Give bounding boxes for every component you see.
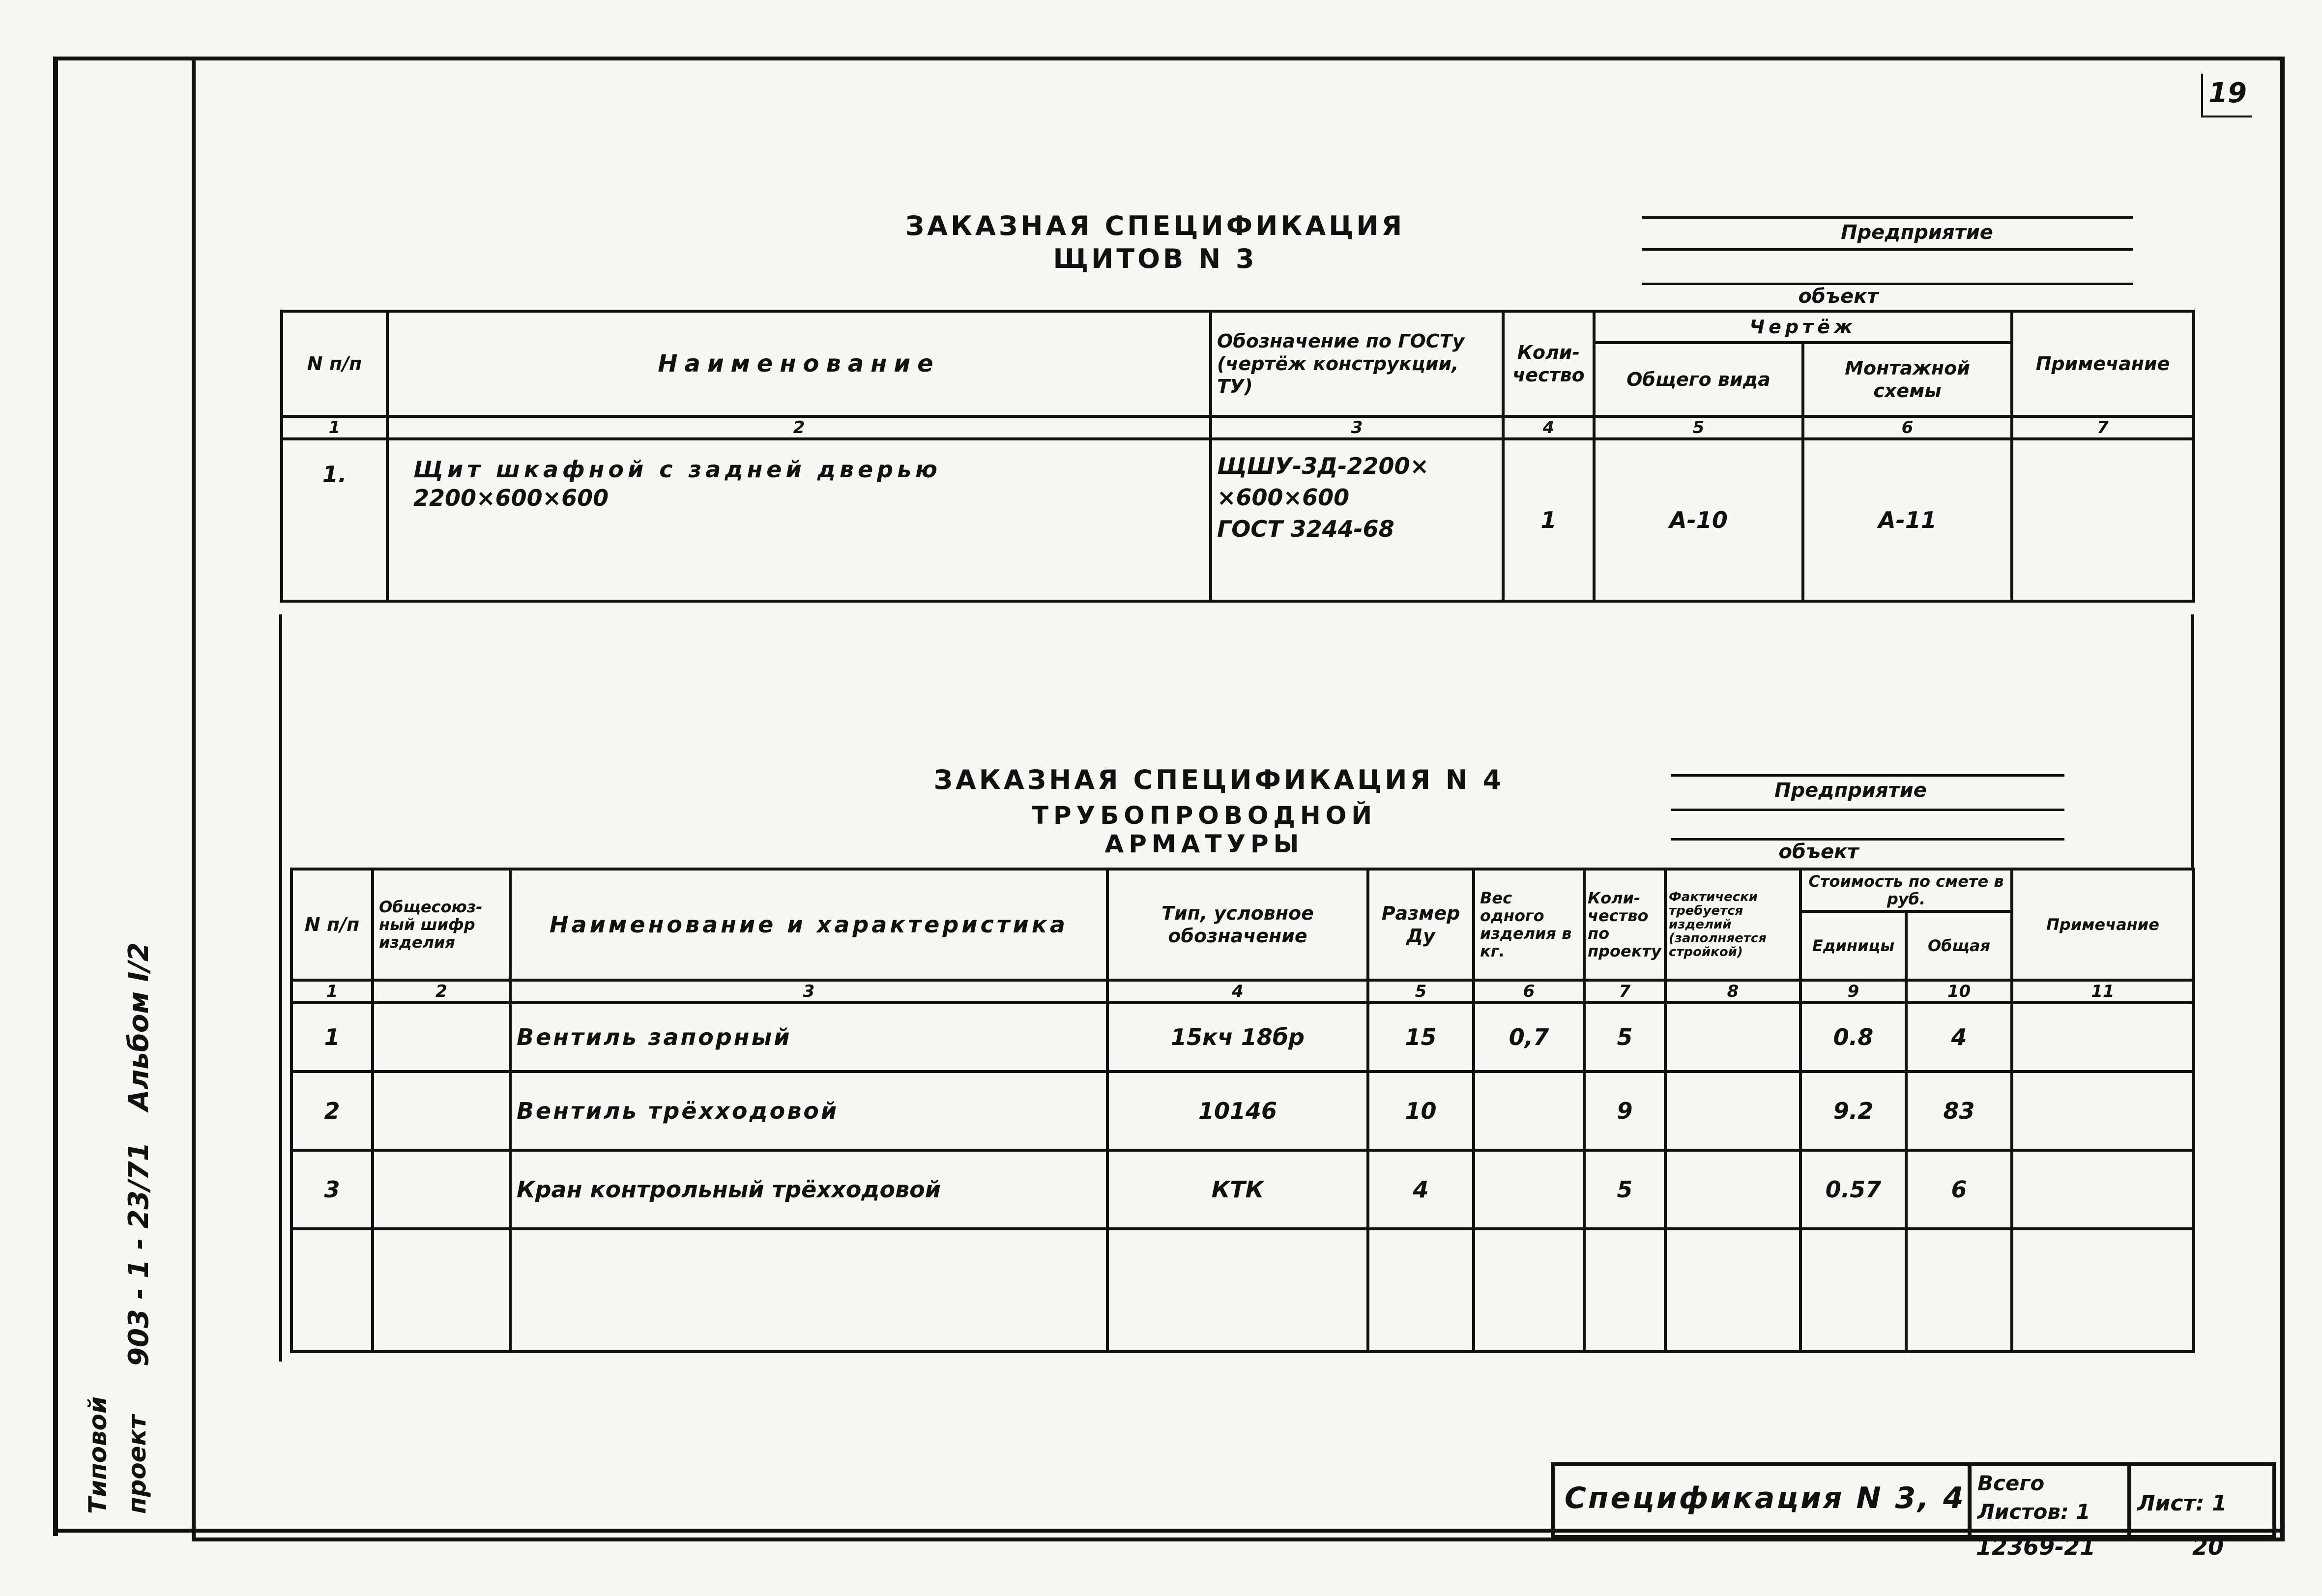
spec4-row-size: 4 bbox=[1368, 1150, 1474, 1229]
spec3-requisite-line-2 bbox=[1642, 248, 2133, 251]
spec4-colnum: 1 bbox=[291, 980, 373, 1003]
spec4-header-type: Тип, условное обозначение bbox=[1107, 869, 1368, 980]
spec4-title-line1: ЗАКАЗНАЯ СПЕЦИФИКАЦИЯ N 4 bbox=[933, 764, 1505, 795]
spec3-header-note: Примечание bbox=[2012, 311, 2194, 416]
footer-page: 20 bbox=[2192, 1534, 2224, 1560]
spec3-row-designation-line1: ЩШУ-3Д-2200× bbox=[1217, 453, 1429, 479]
spec4-colnum: 11 bbox=[2012, 980, 2194, 1003]
spec3-colnum: 4 bbox=[1503, 416, 1594, 439]
spec4-header-weight: Вес одного изделия в кг. bbox=[1474, 869, 1584, 980]
spec4-row-weight bbox=[1474, 1072, 1584, 1150]
spec3-table bbox=[280, 310, 2195, 603]
spec4-row-unit: 9.2 bbox=[1800, 1072, 1906, 1150]
side-project-line2: проект bbox=[123, 1415, 151, 1514]
spec4-object-label: объект bbox=[1778, 841, 1859, 863]
spec4-header-name: Наименование и характеристика bbox=[510, 869, 1107, 980]
spec4-row-total: 6 bbox=[1906, 1150, 2012, 1229]
spec3-row-num: 1. bbox=[282, 439, 387, 601]
spec4-row-weight bbox=[1474, 1150, 1584, 1229]
spec4-row-qty: 9 bbox=[1584, 1072, 1665, 1150]
spec3-colnum: 3 bbox=[1211, 416, 1503, 439]
spec3-header-designation: Обозначение по ГОСТу (чертёж конструкции, ТУ) bbox=[1211, 311, 1503, 416]
spec4-header-note: Примечание bbox=[2012, 869, 2194, 980]
spec4-header-num: N п/п bbox=[291, 869, 373, 980]
spec4-row-unit: 0.57 bbox=[1800, 1150, 1906, 1229]
spec4-colnum: 7 bbox=[1584, 980, 1665, 1003]
spec3-header-quantity: Коли-чество bbox=[1503, 311, 1594, 416]
spec4-requisite-line-1 bbox=[1671, 774, 2064, 777]
spec4-row-qty: 5 bbox=[1584, 1150, 1665, 1229]
spec4-colnum: 10 bbox=[1906, 980, 2012, 1003]
spec3-requisite-line-1 bbox=[1642, 216, 2133, 219]
spec3-row-designation-line3: ГОСТ 3244-68 bbox=[1217, 516, 1394, 542]
spec4-row-size: 15 bbox=[1368, 1003, 1474, 1072]
spec4-row-code bbox=[373, 1003, 510, 1072]
spec3-colnum: 6 bbox=[1803, 416, 2012, 439]
spec4-row-unit: 0.8 bbox=[1800, 1003, 1906, 1072]
spec4-requisite-line-2 bbox=[1671, 809, 2064, 811]
spec4-row-total: 83 bbox=[1906, 1072, 2012, 1150]
spec4-colnum: 4 bbox=[1107, 980, 1368, 1003]
spec4-row-total: 4 bbox=[1906, 1003, 2012, 1072]
spec4-title-line2: ТРУБОПРОВОДНОЙ АРМАТУРЫ bbox=[1031, 801, 1377, 858]
spec4-row-num: 2 bbox=[291, 1072, 373, 1150]
spec3-row-name-line2: 2200×600×600 bbox=[413, 485, 609, 511]
spec3-enterprise-label: Предприятие bbox=[1841, 221, 1993, 244]
spec4-colnum: 2 bbox=[373, 980, 510, 1003]
spec4-table bbox=[290, 868, 2195, 1353]
spec4-row-actual bbox=[1665, 1003, 1800, 1072]
spec4-row-num: 3 bbox=[291, 1150, 373, 1229]
spec3-header-installation: Монтажной схемы bbox=[1803, 343, 2012, 416]
stamp-sheets-label: Листов: 1 bbox=[1977, 1500, 2090, 1524]
spec3-colnum: 7 bbox=[2012, 416, 2194, 439]
spec4-colnum: 5 bbox=[1368, 980, 1474, 1003]
spec3-object-label: объект bbox=[1798, 285, 1879, 308]
spec4-header-unit: Единицы bbox=[1800, 911, 1906, 980]
title-stamp bbox=[1551, 1462, 2276, 1539]
spec4-row-name: Вентиль трёхходовой bbox=[510, 1072, 1107, 1150]
side-project-line1: Типовой bbox=[84, 1396, 112, 1514]
spec3-header-general-view: Общего вида bbox=[1594, 343, 1803, 416]
spec3-colnum: 5 bbox=[1594, 416, 1803, 439]
spec3-row-general-view: А-10 bbox=[1594, 439, 1803, 601]
spec3-row-quantity: 1 bbox=[1503, 439, 1594, 601]
spec4-row-type: 15кч 18бр bbox=[1107, 1003, 1368, 1072]
spec4-row-weight: 0,7 bbox=[1474, 1003, 1584, 1072]
spec4-header-size: Размер Ду bbox=[1368, 869, 1474, 980]
side-code: 903 - 1 - 23/71 bbox=[123, 1142, 155, 1366]
spec4-row-name: Вентиль запорный bbox=[510, 1003, 1107, 1072]
page-number-box bbox=[2201, 74, 2252, 117]
page-number: 19 bbox=[2208, 77, 2247, 109]
spec3-header-name: Наименование bbox=[387, 311, 1211, 416]
spec3-row-name bbox=[387, 439, 1211, 601]
spec3-row-note bbox=[2012, 439, 2194, 601]
spec4-header-cost: Стоимость по смете в руб. bbox=[1800, 869, 2012, 911]
spec4-header-actual: Фактически требуется изделий (заполняется стройкой) bbox=[1665, 869, 1800, 980]
spec4-row-actual bbox=[1665, 1150, 1800, 1229]
table-row bbox=[291, 1003, 2194, 1072]
stamp-sheet-label: Лист: 1 bbox=[2137, 1491, 2227, 1516]
stamp-divider-1 bbox=[1968, 1466, 1972, 1535]
spec4-row-qty: 5 bbox=[1584, 1003, 1665, 1072]
spec4-row-type: КТК bbox=[1107, 1150, 1368, 1229]
spec3-left-continuation bbox=[279, 614, 282, 1362]
table-row bbox=[291, 1229, 2194, 1352]
spec4-colnum: 3 bbox=[510, 980, 1107, 1003]
spec4-row-code bbox=[373, 1072, 510, 1150]
spec3-row-installation: А-11 bbox=[1803, 439, 2012, 601]
spec3-title-line1: ЗАКАЗНАЯ СПЕЦИФИКАЦИЯ bbox=[905, 210, 1405, 241]
spec3-header-num: N п/п bbox=[282, 311, 387, 416]
spec4-row-note bbox=[2012, 1003, 2194, 1072]
spec4-colnum: 8 bbox=[1665, 980, 1800, 1003]
table-row bbox=[291, 1072, 2194, 1150]
spec4-row-code bbox=[373, 1150, 510, 1229]
spec3-title-line2: ЩИТОВ N 3 bbox=[1053, 243, 1257, 274]
spec3-colnum: 1 bbox=[282, 416, 387, 439]
spec3-row-designation bbox=[1211, 439, 1503, 601]
spec4-row-num: 1 bbox=[291, 1003, 373, 1072]
spec4-colnum: 9 bbox=[1800, 980, 1906, 1003]
table-row bbox=[291, 1150, 2194, 1229]
spec4-row-size: 10 bbox=[1368, 1072, 1474, 1150]
side-album: Альбом I/2 bbox=[123, 942, 155, 1111]
spec4-row-actual bbox=[1665, 1072, 1800, 1150]
spec4-row-name: Кран контрольный трёхходовой bbox=[510, 1150, 1107, 1229]
stamp-divider-2 bbox=[2127, 1466, 2131, 1535]
spec4-enterprise-label: Предприятие bbox=[1774, 779, 1927, 802]
spec4-header-total: Общая bbox=[1906, 911, 2012, 980]
spec3-colnum: 2 bbox=[387, 416, 1211, 439]
spec4-row-note bbox=[2012, 1150, 2194, 1229]
frame-left-line bbox=[53, 57, 58, 1536]
spec4-colnum: 6 bbox=[1474, 980, 1584, 1003]
table-row bbox=[282, 439, 2194, 601]
spec3-row-designation-line2: ×600×600 bbox=[1217, 484, 1350, 511]
spec3-row-name-line1: Щит шкафной с задней дверью bbox=[413, 456, 941, 483]
spec4-header-code: Общесоюз-ный шифр изделия bbox=[373, 869, 510, 980]
spec4-row-type: 10146 bbox=[1107, 1072, 1368, 1150]
spec4-header-qty: Коли-чество по проекту bbox=[1584, 869, 1665, 980]
stamp-title: Спецификация N 3, 4 bbox=[1565, 1481, 1966, 1515]
spec3-right-continuation bbox=[2191, 614, 2194, 870]
footer-code: 12369-21 bbox=[1976, 1534, 2096, 1560]
stamp-total-label: Всего bbox=[1977, 1471, 2045, 1495]
spec4-row-note bbox=[2012, 1072, 2194, 1150]
spec3-header-drawing: Чертёж bbox=[1594, 311, 2012, 343]
